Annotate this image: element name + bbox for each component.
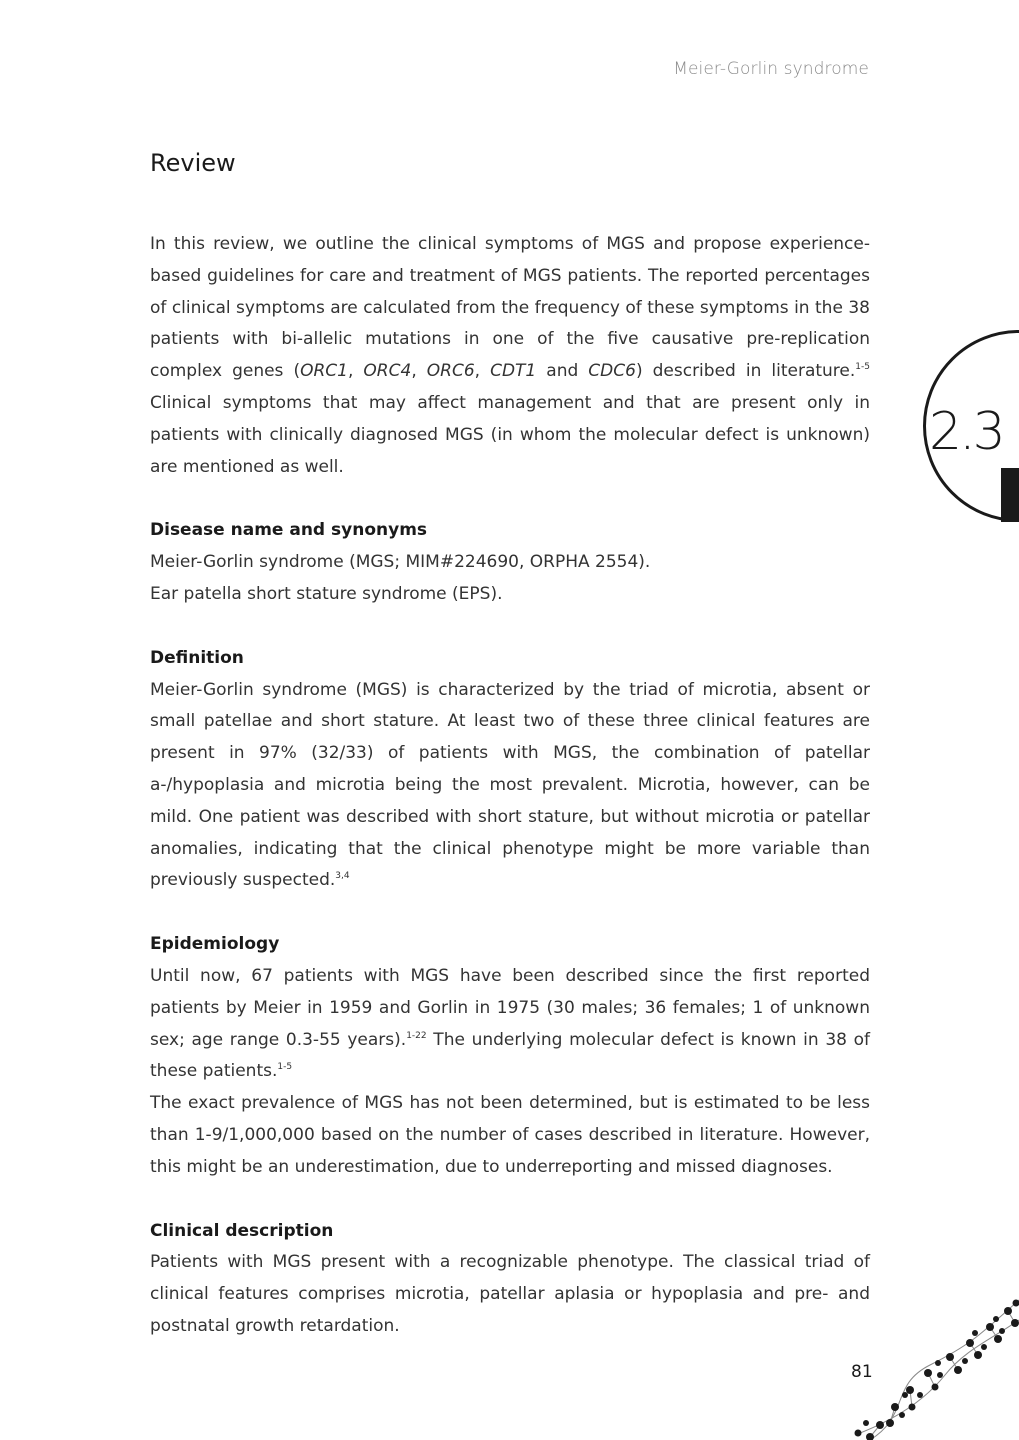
disease-synonym-line: Ear patella short stature syndrome (EPS).	[150, 583, 503, 604]
section-epidemiology	[150, 929, 870, 1183]
gene-separator: ,	[347, 361, 364, 382]
heading-disease-name: Disease name and synonyms	[150, 520, 428, 541]
gene-orc4: ORC4	[363, 361, 412, 382]
epidemiology-text-a: Until now, 67 patients with MGS have been described since the first reported patients by Meier in 1959 and Gorlin in 1975 (30 males; 36 females; 1 of unknown sex; age range 0.3-55 years).	[150, 965, 870, 1050]
gene-orc6: ORC6	[426, 361, 475, 382]
heading-epidemiology: Epidemiology	[150, 934, 280, 955]
heading-clinical-description: Clinical description	[150, 1220, 334, 1241]
epidemiology-paragraph	[150, 961, 870, 1088]
section-disease-name	[150, 515, 870, 610]
definition-text: Meier-Gorlin syndrome (MGS) is characterized by the triad of microtia, absent or small patellae and short stature. At least two of these three clinical features are present in 97% (32/33) of patients with MGS, the combination of patellar a-/hypoplasia and microtia being the most prevalent. Microtia, however, can be mild. One patient was described with short stature, but without microtia or patellar anomalies, indicating that the clinical phenotype might be more variable than previously suspected.	[150, 679, 870, 891]
section-clinical-description	[150, 1216, 870, 1343]
chapter-number: 2.3	[929, 402, 1003, 462]
gene-separator: and	[536, 361, 589, 382]
intro-text-a: In this review, we outline the clinical symptoms of MGS and propose experience-based guidelines for care and treatment of MGS patients. The reported percentages of clinical symptoms are calculated from the frequency of these symptoms in the 38 patients with bi-allelic mutations in one of the five causative pre-replication complex genes (	[150, 234, 870, 382]
clinical-description-paragraph: Patients with MGS present with a recognizable phenotype. The classical triad of clinical features comprises microtia, patellar aplasia or hypoplasia and pre- and postnatal growth retardation.	[150, 1252, 870, 1336]
section-title-review: Review	[150, 149, 236, 177]
citation-superscript: 1-5	[277, 1062, 293, 1073]
gene-separator: ,	[474, 361, 491, 382]
gene-orc1: ORC1	[300, 361, 348, 382]
running-head: Meier-Gorlin syndrome	[673, 59, 869, 79]
definition-paragraph	[150, 675, 870, 898]
gene-cdt1: CDT1	[490, 361, 537, 382]
dna-helix-icon	[850, 1295, 1019, 1440]
heading-definition: Definition	[150, 647, 244, 668]
disease-name-line: Meier-Gorlin syndrome (MGS; MIM#224690, ORPHA 2554).	[150, 552, 651, 573]
epidemiology-prevalence-paragraph: The exact prevalence of MGS has not been determined, but is estimated to be less than 1-9/1,000,000 based on the number of cases described in literature. However, this might be an underestimation, due to underreporting and missed diagnoses.	[150, 1093, 870, 1177]
citation-superscript: 1-5	[855, 362, 870, 373]
gene-separator: ,	[411, 361, 427, 382]
epidemiology-text-b: The underlying molecular defect is known in 38 of these patients.	[150, 1029, 871, 1082]
citation-superscript: 1-22	[406, 1030, 427, 1041]
intro-text-c: Clinical symptoms that may affect management and that are present only in patients with clinically diagnosed MGS (in whom the molecular defect is unknown) are mentioned as well.	[150, 392, 870, 477]
citation-superscript: 3,4	[335, 871, 350, 882]
article-body	[150, 145, 870, 1343]
chapter-tab-bar	[1001, 468, 1019, 522]
gene-cdc6: CDC6	[588, 361, 636, 382]
section-definition	[150, 643, 870, 897]
dna-helix-decoration	[850, 1295, 1019, 1440]
review-intro-paragraph	[150, 229, 870, 483]
page-number: 81	[851, 1362, 873, 1382]
intro-text-b: ) described in literature.	[635, 361, 856, 382]
